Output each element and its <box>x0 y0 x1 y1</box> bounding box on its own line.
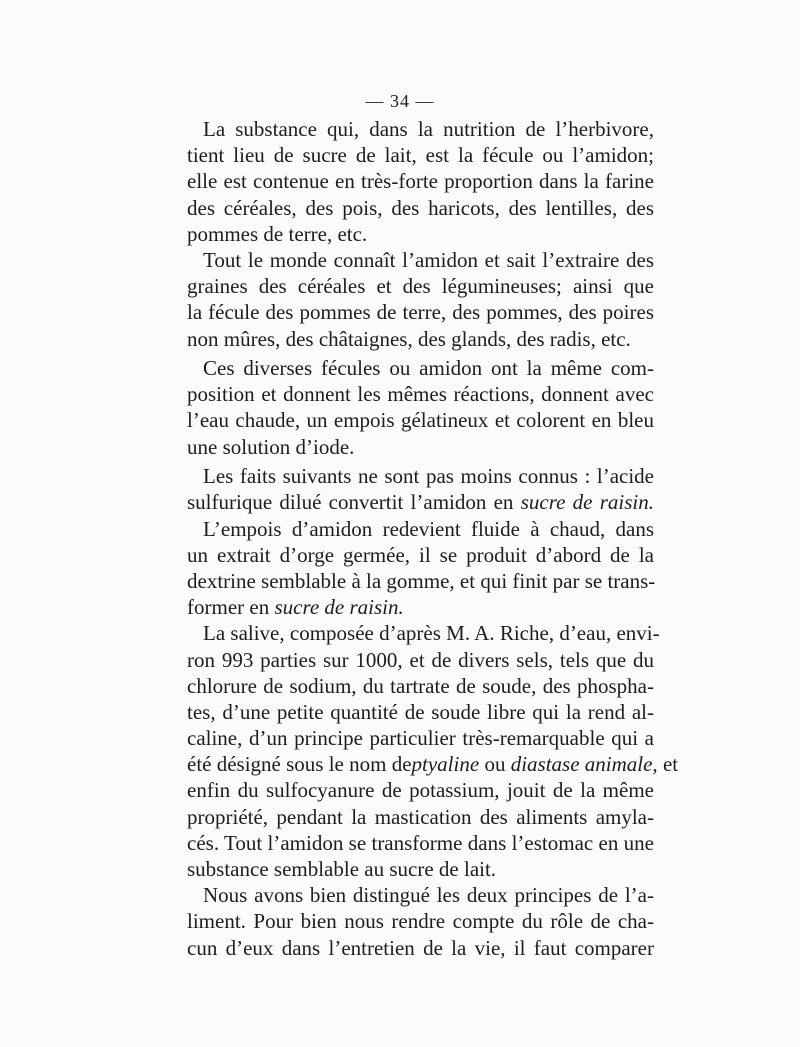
text-line: Tout le monde connaît l’amidon et sait l’extraire des <box>203 247 654 272</box>
text-line: dextrine semblable à la gomme, et qui finit par se trans- <box>187 568 656 593</box>
text-line: cés. Tout l’amidon se transforme dans l’estomac en une <box>187 830 654 855</box>
text-line: tes, d’une petite quantité de soude libre qui la rend al- <box>187 699 654 724</box>
text-line: L’empois d’amidon redevient fluide à chaud, dans <box>203 516 654 541</box>
text-line: Nous avons bien distingué les deux principes de l’a- <box>203 883 654 908</box>
text-line: caline, d’un principe particulier très-remarquable qui a <box>187 726 654 751</box>
text-line: La salive, composée d’après M. A. Riche, d’eau, envi- <box>203 621 660 646</box>
text-line: substance semblable au sucre de lait. <box>187 857 497 882</box>
text-line: graines des céréales et des légumineuses; ainsi que <box>187 274 654 299</box>
page-number: — 34 — <box>365 91 435 111</box>
text-line: ron 993 parties sur 1000, et de divers sels, tels que du <box>187 647 654 672</box>
text-line: sulfurique dilué convertit l’amidon en sucre de raisin. <box>187 490 655 515</box>
text-line: elle est contenue en très-forte proportion dans la farine <box>187 169 654 194</box>
text-line: propriété, pendant la mastication des aliments amyla- <box>187 804 654 829</box>
text-line: former en sucre de raisin. <box>187 595 404 620</box>
text-line: un extrait d’orge germée, il se produit d’abord de la <box>187 542 654 567</box>
text-line: pommes de terre, etc. <box>187 221 368 246</box>
text-line: liment. Pour bien nous rendre compte du rôle de cha- <box>187 909 654 934</box>
text-line: une solution d’iode. <box>187 434 355 459</box>
text-line: Ces diverses fécules ou amidon ont la même com- <box>203 356 654 381</box>
body-text <box>187 116 679 961</box>
text-line: des céréales, des pois, des haricots, des lentilles, des <box>187 195 654 220</box>
text-line: La substance qui, dans la nutrition de l’herbivore, <box>203 117 654 141</box>
text-line: la fécule des pommes de terre, des pommes, des poires <box>187 300 654 325</box>
text-line: été désigné sous le nom deptyaline ou diastase animale, et <box>187 752 679 777</box>
text-line: non mûres, des châtaignes, des glands, des radis, etc. <box>187 326 631 351</box>
text-line: tient lieu de sucre de lait, est la fécule ou l’amidon; <box>187 143 654 168</box>
text-line: Les faits suivants ne sont pas moins connus : l’acide <box>203 464 654 489</box>
text-line: chlorure de sodium, du tartrate de soude, des phospha- <box>187 673 654 698</box>
text-line: l’eau chaude, un empois gélatineux et colorent en bleu <box>187 408 654 433</box>
text-line: enfin du sulfocyanure de potassium, jouit de la même <box>187 778 654 803</box>
text-line: position et donnent les mêmes réactions, donnent avec <box>187 382 654 407</box>
text-line: cun d’eux dans l’entretien de la vie, il faut comparer <box>187 935 654 960</box>
